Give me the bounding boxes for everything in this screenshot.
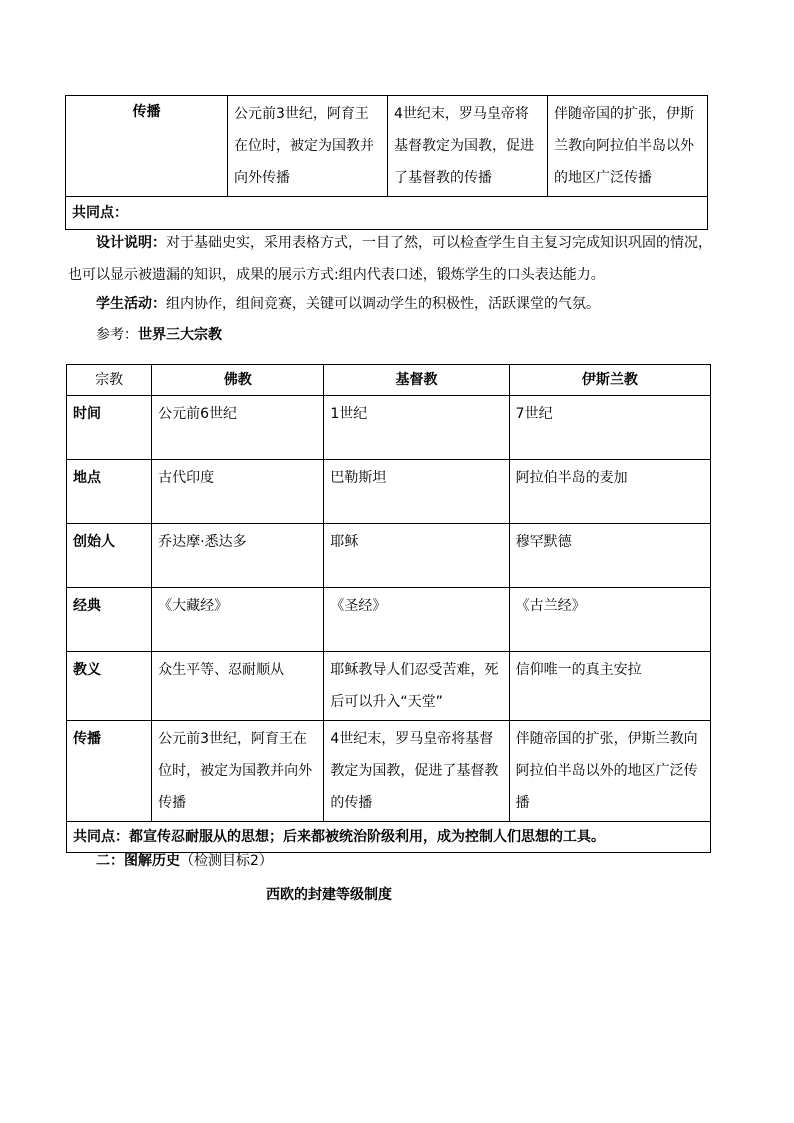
table-cell: 7世纪 (509, 396, 710, 460)
table-row (67, 652, 711, 721)
table-row (66, 197, 708, 230)
table-row (66, 96, 708, 197)
table-cell: 伴随帝国的扩张，伊斯兰教向阿拉伯半岛以外的地区广泛传播 (509, 721, 710, 822)
table-cell: 公元前3世纪，阿育王在位时，被定为国教并向外传播 (228, 96, 388, 197)
section-heading (96, 846, 496, 876)
table-cell: 1世纪 (324, 396, 509, 460)
header-cell: 伊斯兰教 (509, 365, 710, 396)
table-row (67, 588, 711, 652)
common-point-cell: 共同点： (66, 197, 708, 230)
row-label-cell: 经典 (67, 588, 152, 652)
student-activity-label: 学生活动： (96, 296, 166, 312)
table-cell: 乔达摩·悉达多 (152, 524, 324, 588)
section-subtitle: 西欧的封建等级制度 (266, 887, 392, 903)
table-cell: 公元前6世纪 (152, 396, 324, 460)
row-label-cell: 教义 (67, 652, 152, 721)
table-cell: 耶稣 (324, 524, 509, 588)
design-note-label: 设计说明： (96, 235, 166, 251)
reference-prefix: 参考： (96, 327, 138, 343)
header-cell: 宗教 (67, 365, 152, 396)
table-cell: 耶稣教导人们忍受苦难，死后可以升入“天堂” (324, 652, 509, 721)
table-cell: 《古兰经》 (509, 588, 710, 652)
table-cell: 古代印度 (152, 460, 324, 524)
common-point-cell: 共同点：都宣传忍耐服从的思想；后来都被统治阶级利用，成为控制人们思想的工具。 (67, 822, 711, 853)
table-cell: 阿拉伯半岛的麦加 (509, 460, 710, 524)
section-label: 二：图解历史 (96, 853, 180, 869)
reference-title: 世界三大宗教 (138, 327, 222, 343)
row-label-cell: 时间 (67, 396, 152, 460)
religion-spread-table-top (65, 95, 708, 230)
table-cell: 伴随帝国的扩张，伊斯兰教向阿拉伯半岛以外的地区广泛传播 (547, 96, 707, 197)
table-header-row (67, 365, 711, 396)
design-note-text: 对于基础史实，采用表格方式，一目了然，可以检查学生自主复习完成知识巩固的情况，也可以显示被遗漏的知识，成果的展示方式:组内代表口述，锻炼学生的口头表达能力。 (68, 235, 712, 283)
table-row (67, 396, 711, 460)
row-label-cell: 地点 (67, 460, 152, 524)
table-cell: 《圣经》 (324, 588, 509, 652)
table-cell: 众生平等、忍耐顺从 (152, 652, 324, 721)
section-note: （检测目标2） (180, 853, 273, 869)
table-cell: 公元前3世纪，阿育王在位时，被定为国教并向外传播 (152, 721, 324, 822)
table-row (67, 721, 711, 822)
row-label-cell: 传播 (66, 96, 228, 197)
student-activity-text: 组内协作，组间竞赛，关键可以调动学生的积极性，活跃课堂的气氛。 (166, 296, 600, 312)
header-cell: 基督教 (324, 365, 509, 396)
table-cell: 信仰唯一的真主安拉 (509, 652, 710, 721)
table-row (67, 524, 711, 588)
table-row (67, 460, 711, 524)
table-cell: 穆罕默德 (509, 524, 710, 588)
table-cell: 《大藏经》 (152, 588, 324, 652)
header-cell: 佛教 (152, 365, 324, 396)
row-label-cell: 传播 (67, 721, 152, 822)
student-activity (96, 289, 716, 319)
table-cell: 4世纪末，罗马皇帝将基督教定为国教，促进了基督教的传播 (324, 721, 509, 822)
design-note (68, 227, 718, 291)
row-label-cell: 创始人 (67, 524, 152, 588)
table-cell: 4世纪末，罗马皇帝将基督教定为国教，促进了基督教的传播 (387, 96, 547, 197)
reference-line (96, 320, 496, 350)
table-cell: 巴勒斯坦 (324, 460, 509, 524)
three-religions-table (66, 364, 711, 853)
